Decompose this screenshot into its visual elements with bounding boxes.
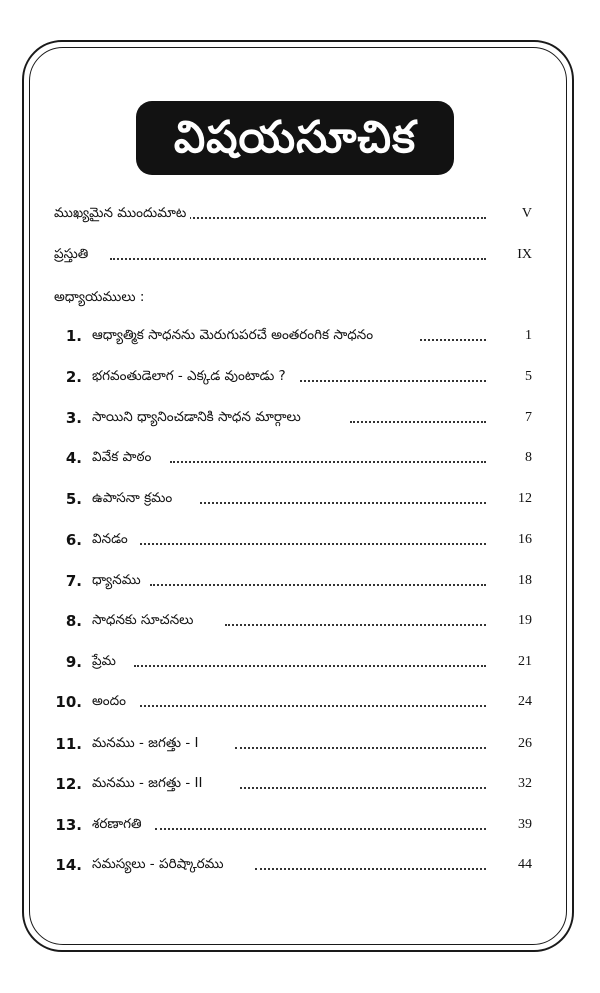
- chapter-title: భగవంతుడెలాగ - ఎక్కడ వుంటాడు ?: [92, 368, 290, 387]
- chapter-page: 32: [518, 776, 532, 791]
- chapter-title: సాయిని ధ్యానించడానికి సాధన మార్గాలు: [92, 409, 305, 428]
- chapter-number: 8.: [65, 612, 82, 630]
- toc-row-chapter-4[interactable]: [0, 443, 600, 473]
- toc-entry-label: ముఖ్యమైన ముందుమాట: [54, 205, 190, 224]
- toc-entry-page: V: [521, 206, 532, 221]
- dot-leader: [235, 747, 486, 749]
- chapter-page: 7: [525, 410, 532, 425]
- chapter-page: 16: [518, 532, 532, 547]
- chapter-number: 14.: [55, 856, 82, 874]
- dot-leader: [300, 380, 486, 382]
- chapter-page: 24: [518, 694, 532, 709]
- chapter-number: 9.: [65, 653, 82, 671]
- dot-leader: [150, 217, 486, 219]
- chapters-heading: అధ్యాయములు :: [54, 289, 145, 305]
- chapter-title: ఉపాసనా క్రమం: [92, 490, 176, 509]
- title-banner: [136, 101, 454, 175]
- chapter-number: 1.: [65, 327, 82, 345]
- dot-leader: [170, 461, 486, 463]
- dot-leader: [225, 624, 486, 626]
- chapter-page: 5: [525, 369, 532, 384]
- dot-leader: [110, 258, 486, 260]
- chapter-title: వివేక పాఠం: [92, 449, 155, 468]
- chapter-number: 12.: [55, 775, 82, 793]
- chapter-number: 11.: [55, 735, 82, 753]
- toc-row-chapter-2[interactable]: [0, 362, 600, 392]
- toc-row-chapter-6[interactable]: [0, 525, 600, 555]
- dot-leader: [240, 787, 486, 789]
- chapter-title: వినడం: [92, 531, 132, 550]
- chapter-page: 1: [525, 328, 532, 343]
- chapter-number: 6.: [65, 531, 82, 549]
- toc-row-chapter-14[interactable]: [0, 850, 600, 880]
- toc-entry-label: ప్రస్తుతి: [54, 246, 92, 265]
- toc-row-chapter-1[interactable]: [0, 321, 600, 351]
- chapter-title: శరణాగతి: [92, 816, 146, 835]
- chapter-title: సాధనకు సూచనలు: [92, 612, 197, 631]
- chapter-number: 13.: [55, 816, 82, 834]
- toc-row-chapter-11[interactable]: [0, 729, 600, 759]
- chapter-page: 39: [518, 817, 532, 832]
- dot-leader: [150, 584, 486, 586]
- toc-row-chapter-7[interactable]: [0, 566, 600, 596]
- toc-row-front-1[interactable]: [0, 199, 600, 229]
- dot-leader: [140, 543, 486, 545]
- dot-leader: [350, 421, 486, 423]
- chapter-title: అందం: [92, 693, 130, 712]
- dot-leader: [420, 339, 486, 341]
- dot-leader: [134, 665, 486, 667]
- chapter-page: 44: [518, 857, 532, 872]
- chapter-number: 7.: [65, 572, 82, 590]
- toc-row-chapter-8[interactable]: [0, 606, 600, 636]
- toc-row-chapter-13[interactable]: [0, 810, 600, 840]
- toc-row-chapter-10[interactable]: [0, 687, 600, 717]
- toc-row-chapter-12[interactable]: [0, 769, 600, 799]
- toc-entry-page: IX: [517, 247, 532, 262]
- chapter-page: 19: [518, 613, 532, 628]
- chapter-number: 5.: [65, 490, 82, 508]
- chapter-number: 10.: [55, 693, 82, 711]
- chapter-title: సమస్యలు - పరిష్కారము: [92, 856, 228, 875]
- chapter-title: ఆధ్యాత్మిక సాధనను మెరుగుపరచే అంతరంగిక సాధనం: [92, 327, 377, 346]
- dot-leader: [155, 828, 486, 830]
- chapter-page: 8: [525, 450, 532, 465]
- dot-leader: [140, 705, 486, 707]
- chapter-page: 12: [518, 491, 532, 506]
- chapter-title: మనము - జగత్తు - I: [92, 735, 203, 754]
- chapter-title: మనము - జగత్తు - II: [92, 775, 207, 794]
- page-title: విషయసూచిక: [173, 112, 417, 163]
- toc-row-chapter-3[interactable]: [0, 403, 600, 433]
- chapter-page: 18: [518, 573, 532, 588]
- chapter-number: 3.: [65, 409, 82, 427]
- chapter-number: 4.: [65, 449, 82, 467]
- toc-row-front-2[interactable]: [0, 240, 600, 270]
- chapter-title: ప్రేమ: [92, 653, 120, 672]
- chapter-page: 26: [518, 736, 532, 751]
- chapter-number: 2.: [65, 368, 82, 386]
- chapter-page: 21: [518, 654, 532, 669]
- dot-leader: [200, 502, 486, 504]
- toc-row-chapter-5[interactable]: [0, 484, 600, 514]
- chapter-title: ధ్యానము: [92, 572, 145, 591]
- dot-leader: [255, 868, 486, 870]
- toc-row-chapter-9[interactable]: [0, 647, 600, 677]
